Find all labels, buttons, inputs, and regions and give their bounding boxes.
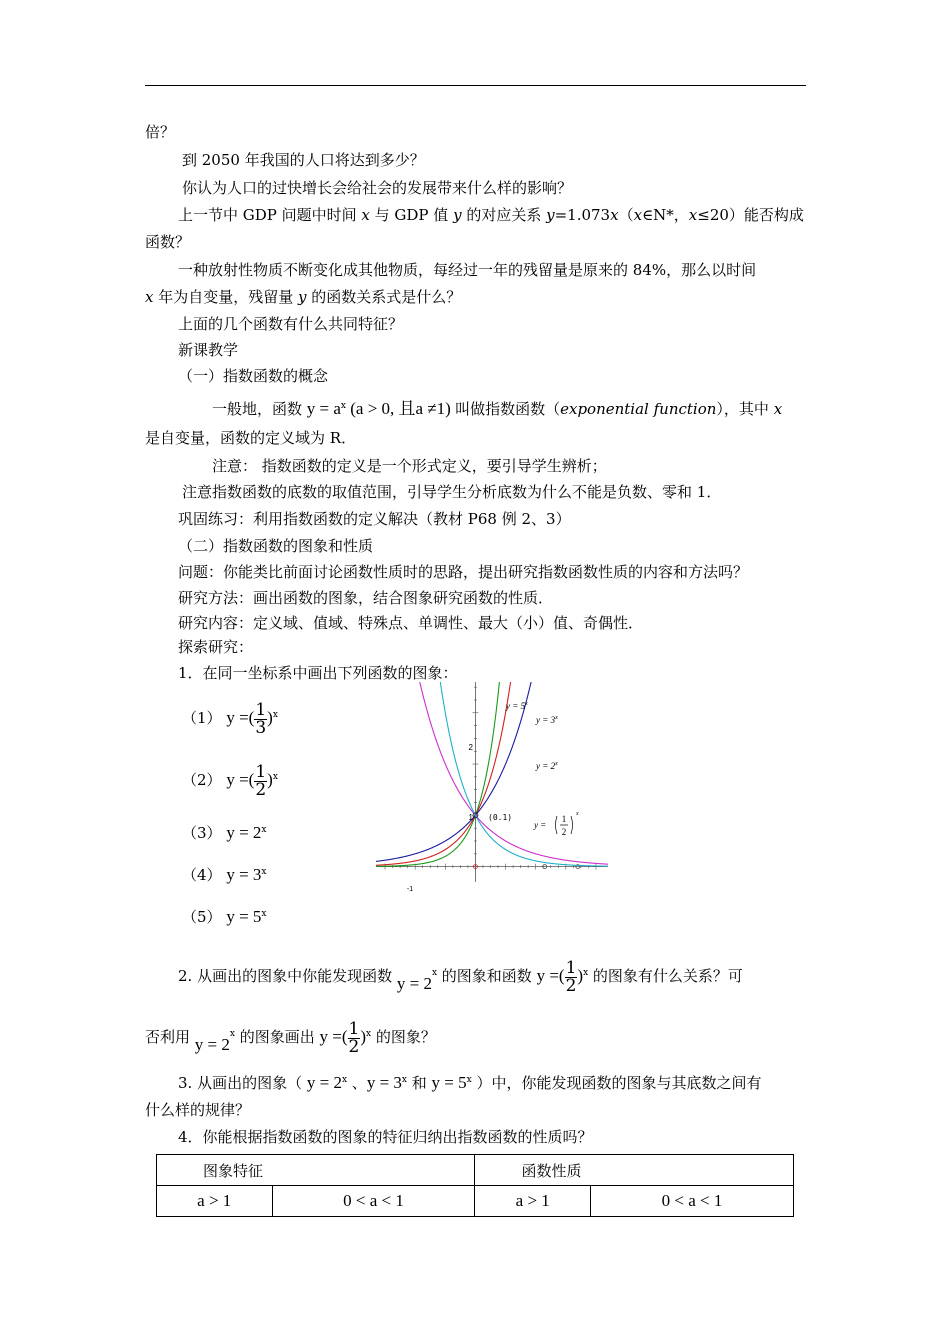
text: 的图象有什么关系？可 [588,967,743,985]
paragraph: 上面的几个函数有什么共同特征？ [178,315,404,333]
exponent: x [583,968,589,978]
text: 与 GDP 值 [369,206,454,224]
ytick-label-1: 1 [468,813,473,822]
item-index: （2） [182,771,222,789]
var: x [773,400,783,418]
formula: y = 3 [366,1073,402,1092]
denominator: 3 [255,717,267,738]
text: 2. 从画出的图象中你能发现函数 [178,967,397,985]
text: 和 [406,1074,432,1092]
exponent: x [366,1029,372,1039]
point-label: (0.1) [488,813,513,822]
question-3 [178,1068,761,1095]
exponent: x [272,772,278,782]
function-item [182,857,267,887]
paragraph: 注意指数函数的底数的取值范围，引导学生分析底数为什么不能是负数、零和 1． [182,483,722,501]
paragraph [145,287,461,307]
xtick-label: -1 [406,886,414,892]
denominator: 2 [565,975,577,996]
formula: y = 2 [306,1073,342,1092]
text: =1.073 [554,206,611,224]
exponent: x [466,1075,472,1085]
paragraph [178,205,804,225]
exponent: x [341,1075,348,1085]
formula: y = 5 [431,1073,467,1092]
fraction [348,1018,361,1057]
label-half-exp: x [576,811,579,817]
var: y [546,206,555,224]
denominator: 2 [255,779,267,800]
label-yhalf: y = [534,820,547,830]
function-item [182,815,267,845]
paragraph: 注意： 指数函数的定义是一个形式定义，要引导学生辨析； [212,457,607,475]
numerator: 1 [255,699,267,720]
paragraph: 巩固练习：利用指数函数的定义解决（教材 P68 例 2、3） [178,510,571,528]
text: 一般地，函数 [212,400,307,418]
text: 3. 从画出的图象（ [178,1074,307,1092]
denominator: 2 [348,1036,360,1057]
formula: y = 2 [226,823,262,842]
var: x [145,288,154,306]
formula: ) [267,770,273,789]
series-curve-0 [376,682,500,866]
exponent: x [272,710,278,720]
fraction [254,699,267,738]
text: 、 [347,1074,367,1092]
item-index: （3） [182,824,222,842]
exponent: x [340,401,346,411]
formula: y = 2 [194,1035,230,1054]
formula: y =( [536,966,565,985]
formula: y =( [319,1027,348,1046]
ytick-label-2: 2 [468,743,473,752]
text: 的图象和函数 [437,967,537,985]
formula: ) [267,708,273,727]
text: ）中，你能发现函数的图象与其底数之间有 [471,1074,762,1092]
table-cell: a > 1 [157,1186,273,1217]
exponent: x [401,1075,407,1085]
text: 的图象？ [371,1028,436,1046]
header-graph-features: 图象特征 [157,1155,475,1186]
chart-curves [376,682,608,866]
paragraph: 你认为人口的过快增长会给社会的发展带来什么样的影响？ [182,179,573,197]
formula-condition: (a > 0, 且a ≠1) [346,399,456,418]
numerator: 1 [348,1018,360,1039]
text: 否利用 [145,1028,195,1046]
text: 叫做指数函数（ [455,400,561,418]
term-english: exponential function [560,400,717,418]
var: x [688,206,698,224]
formula: y = 3 [226,865,262,884]
section-heading: （一）指数函数的概念 [178,367,329,385]
paragraph: 探索研究： [178,638,254,656]
table-cell: 0 < a < 1 [272,1186,475,1217]
text: 的图象画出 [234,1028,320,1046]
paragraph: 1．在同一坐标系中画出下列函数的图象： [178,664,458,682]
table-cell: 0 < a < 1 [590,1186,793,1217]
exponent: x [229,1029,235,1039]
paragraph: 函数？ [145,233,191,251]
question-2 [178,955,743,995]
question-4: 4．你能根据指数函数的图象的特征归纳出指数函数的性质吗？ [178,1128,593,1146]
text: （ [618,206,634,224]
text: 的对应关系 [461,206,547,224]
text: 上一节中 GDP 问题中时间 [178,206,362,224]
paragraph: 倍？ [145,123,176,141]
function-item [182,761,278,800]
formula: y = a [306,399,341,418]
paragraph: 一种放射性物质不断变化成其他物质，每经过一年的残留量是原来的 84%，那么以时间 [178,261,757,279]
paragraph: 问题：你能类比前面讨论函数性质时的思路，提出研究指数函数性质的内容和方法吗？ [178,563,749,581]
fraction [254,761,267,800]
exponent: x [261,825,267,835]
chart-axes [376,682,608,882]
label-half-den: 2 [561,827,567,837]
text: 的函数关系式是什么？ [306,288,462,306]
item-index: （5） [182,908,222,926]
formula: y = 2 [396,974,432,993]
var: y [298,288,307,306]
var: x [361,206,370,224]
var: x [633,206,643,224]
numerator: 1 [565,957,577,978]
section-heading: （二）指数函数的图象和性质 [178,537,374,555]
var: y [453,206,462,224]
paragraph: 是自变量，函数的定义域为 R． [145,429,357,447]
properties-table [156,1154,794,1217]
paragraph: 到 2050 年我国的人口将达到多少？ [182,151,425,169]
header-rule [145,85,806,86]
label-y2: $y = 2^x$ [536,761,558,771]
item-index: （1） [182,709,222,727]
text: ∈N*， [642,206,689,224]
label-half-num: 1 [561,814,567,824]
header-function-properties: 函数性质 [475,1155,794,1186]
exponent: x [261,867,267,877]
label-y3: $y = 3^x$ [536,715,558,725]
function-item [182,899,267,929]
definition [212,394,782,421]
question-3-cont: 什么样的规律？ [145,1101,251,1119]
formula: y = 5 [226,907,262,926]
function-item [182,699,278,738]
formula: ) [360,1027,366,1046]
exponent: x [431,968,438,978]
exponent: x [261,909,267,919]
item-index: （4） [182,866,222,884]
text: ≤20）能否构成 [697,206,804,224]
formula: y =( [226,770,255,789]
section-heading: 新课教学 [178,341,239,359]
label-y5: $y = 5^x$ [506,701,528,711]
formula: ) [577,966,584,985]
text: 年为自变量，残留量 [153,288,299,306]
question-2-cont [145,1016,436,1056]
paragraph: 研究方法：画出函数的图象，结合图象研究函数的性质． [178,589,554,607]
formula: y =( [226,708,255,727]
numerator: 1 [255,761,267,782]
var: x [610,206,619,224]
paragraph: 研究内容：定义域、值域、特殊点、单调性、最大（小）值、奇偶性． [178,614,644,632]
text: ），其中 [716,400,774,418]
fraction [565,957,578,996]
table-cell: a > 1 [475,1186,591,1217]
exponential-functions-chart [376,682,608,892]
